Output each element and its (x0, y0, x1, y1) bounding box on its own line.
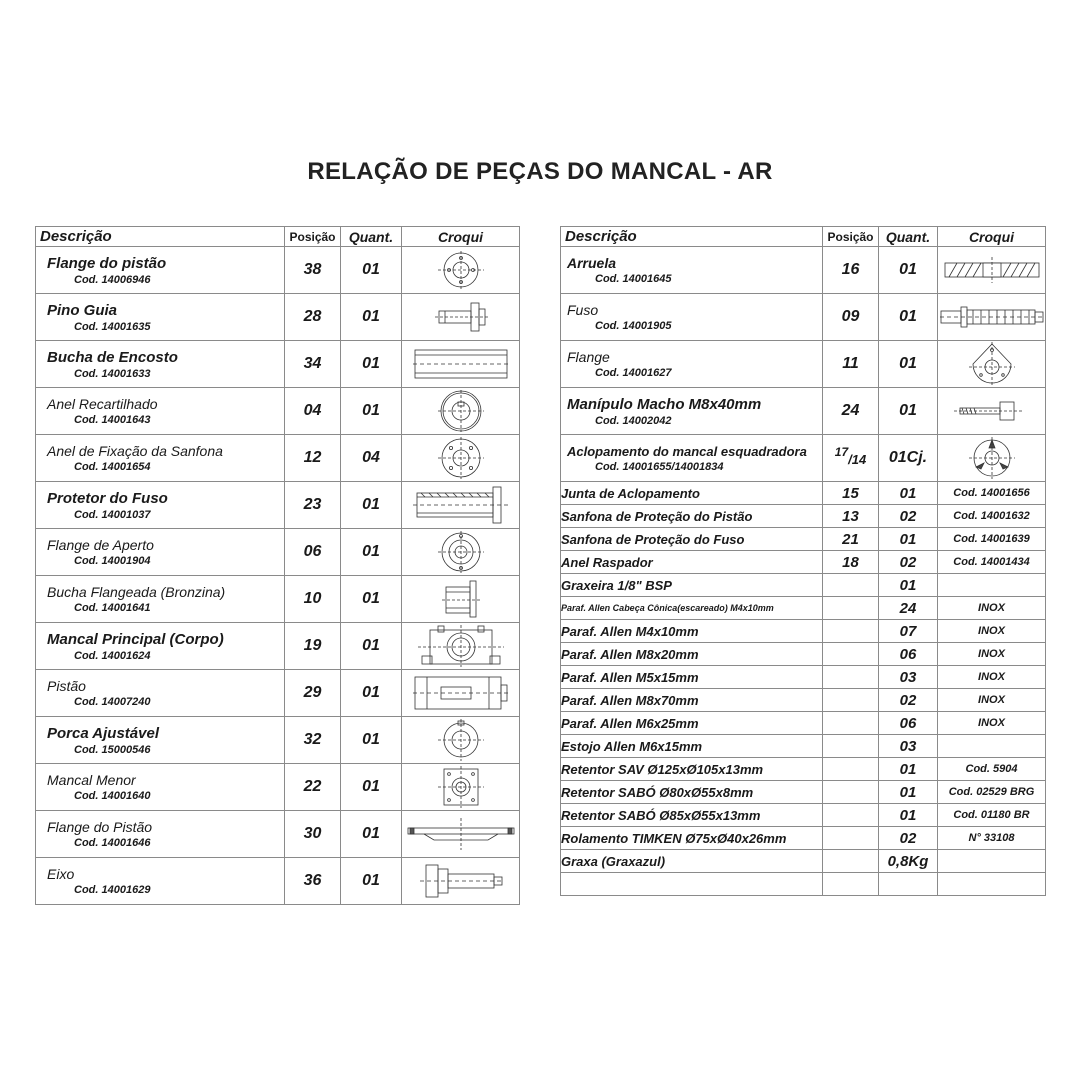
part-quantity: 06 (879, 643, 938, 666)
part-name: Bucha de Encosto (47, 348, 178, 366)
handle-icon (952, 396, 1032, 426)
part-code: Cod. 14001635 (74, 320, 151, 333)
table-row (561, 482, 1046, 505)
part-sketch (402, 811, 520, 858)
part-position: 32 (285, 717, 341, 764)
part-name: Estojo Allen M6x15mm (561, 735, 823, 758)
small-bearing-icon (436, 765, 486, 809)
part-name: Retentor SABÓ Ø85xØ55x13mm (561, 804, 823, 827)
table-row (561, 388, 1046, 435)
part-name: Paraf. Allen Cabeça Cônica(escareado) M4x10mm (561, 597, 823, 620)
header-description: Descrição (36, 227, 285, 247)
header-sketch: Croqui (938, 227, 1046, 247)
part-quantity: 01 (879, 804, 938, 827)
part-position (823, 620, 879, 643)
bushing-tube-icon (411, 344, 511, 384)
part-sketch (402, 764, 520, 811)
table-row (36, 294, 520, 341)
parts-table-right (560, 226, 1046, 896)
part-quantity: 01 (879, 294, 938, 341)
part-sketch (402, 341, 520, 388)
part-code: Cod. 14001905 (595, 320, 672, 332)
part-reference (938, 574, 1046, 597)
header-position: Posição (285, 227, 341, 247)
part-code: Cod. 14001624 (74, 649, 151, 662)
part-sketch (402, 435, 520, 482)
part-name: Porca Ajustável (47, 724, 159, 742)
part-sketch (938, 247, 1046, 294)
part-description (36, 482, 285, 529)
part-quantity: 01 (879, 388, 938, 435)
part-description (561, 388, 823, 435)
part-position: 21 (823, 528, 879, 551)
part-position: 06 (285, 529, 341, 576)
part-reference: INOX (938, 666, 1046, 689)
part-quantity: 0,8Kg (879, 850, 938, 873)
table-row (561, 758, 1046, 781)
part-name: Pistão (47, 678, 86, 694)
table-header-row (36, 227, 520, 247)
part-description (561, 247, 823, 294)
part-reference: Cod. 14001639 (938, 528, 1046, 551)
part-position: 34 (285, 341, 341, 388)
table-row (36, 341, 520, 388)
part-description (36, 294, 285, 341)
part-description (36, 435, 285, 482)
part-position (823, 712, 879, 735)
part-quantity: 03 (879, 666, 938, 689)
part-sketch (402, 623, 520, 670)
flanged-bushing-icon (436, 577, 486, 621)
table-row (561, 247, 1046, 294)
table-row (36, 623, 520, 670)
part-position: 09 (823, 294, 879, 341)
part-name: Flange do pistão (47, 254, 167, 272)
header-quantity: Quant. (879, 227, 938, 247)
part-position (823, 666, 879, 689)
part-reference: Cod. 14001632 (938, 505, 1046, 528)
part-name (561, 873, 823, 896)
fixing-ring-icon (436, 436, 486, 480)
part-quantity: 01 (879, 758, 938, 781)
part-position: 11 (823, 341, 879, 388)
part-quantity: 01 (341, 858, 402, 905)
part-name: Bucha Flangeada (Bronzina) (47, 584, 226, 600)
piston-flange-icon (404, 814, 518, 854)
part-quantity: 02 (879, 827, 938, 850)
part-description (36, 623, 285, 670)
part-quantity: 01 (879, 341, 938, 388)
part-reference (938, 735, 1046, 758)
table-row (561, 781, 1046, 804)
part-reference (938, 873, 1046, 896)
part-description (36, 858, 285, 905)
table-row (36, 858, 520, 905)
part-position: 36 (285, 858, 341, 905)
part-position: 22 (285, 764, 341, 811)
part-reference: INOX (938, 620, 1046, 643)
part-name: Sanfona de Proteção do Fuso (561, 528, 823, 551)
part-reference: INOX (938, 597, 1046, 620)
part-quantity: 01 (341, 623, 402, 670)
part-position: 04 (285, 388, 341, 435)
position-slash: / (848, 451, 852, 467)
part-sketch (938, 435, 1046, 482)
part-position (823, 689, 879, 712)
table-row (561, 341, 1046, 388)
piston-icon (411, 671, 511, 715)
table-row (561, 666, 1046, 689)
table-row (36, 388, 520, 435)
part-name: Flange do Pistão (47, 819, 153, 835)
part-code: Cod. 14001627 (595, 367, 672, 379)
part-position: 29 (285, 670, 341, 717)
part-code: Cod. 14006946 (74, 273, 151, 286)
table-row (561, 804, 1046, 827)
part-sketch (938, 341, 1046, 388)
part-position (823, 435, 879, 482)
part-code: Cod. 14001633 (74, 367, 151, 380)
table-row (561, 294, 1046, 341)
part-code: Cod. 14001645 (595, 273, 672, 285)
part-name: Graxeira 1/8" BSP (561, 574, 823, 597)
part-name: Mancal Principal (Corpo) (47, 630, 224, 648)
part-position: 15 (823, 482, 879, 505)
part-quantity: 01 (341, 482, 402, 529)
part-position (823, 574, 879, 597)
table-row (36, 764, 520, 811)
part-position (823, 597, 879, 620)
knurled-ring-icon (436, 389, 486, 433)
table-row (561, 827, 1046, 850)
part-quantity: 01 (879, 781, 938, 804)
part-name: Anel Recartilhado (47, 396, 158, 412)
part-description (36, 247, 285, 294)
part-quantity: 01 (879, 482, 938, 505)
part-name: Anel Raspador (561, 551, 823, 574)
table-row (561, 528, 1046, 551)
part-position (823, 758, 879, 781)
position-fraction (834, 445, 867, 467)
part-quantity: 01 (341, 247, 402, 294)
part-description (36, 388, 285, 435)
part-position: 13 (823, 505, 879, 528)
part-name: Paraf. Allen M6x25mm (561, 712, 823, 735)
table-row (561, 620, 1046, 643)
part-name: Arruela (567, 255, 617, 271)
part-position: 23 (285, 482, 341, 529)
part-name: Aclopamento do mancal esquadradora (567, 443, 807, 459)
part-name: Paraf. Allen M5x15mm (561, 666, 823, 689)
part-position: 10 (285, 576, 341, 623)
table-row (36, 576, 520, 623)
washer-icon (941, 255, 1043, 285)
part-quantity: 01 (341, 811, 402, 858)
part-position: 19 (285, 623, 341, 670)
part-sketch (938, 388, 1046, 435)
part-quantity: 02 (879, 551, 938, 574)
part-code: Cod. 14001643 (74, 414, 151, 426)
guide-pin-icon (431, 297, 491, 337)
table-row (561, 735, 1046, 758)
part-sketch (402, 576, 520, 623)
part-quantity: 01 (341, 294, 402, 341)
part-code: Cod. 14001904 (74, 555, 151, 567)
part-description (36, 341, 285, 388)
part-quantity: 01 (341, 341, 402, 388)
part-sketch (402, 529, 520, 576)
part-reference: N° 33108 (938, 827, 1046, 850)
coupling-icon (967, 436, 1017, 480)
part-quantity: 01 (879, 247, 938, 294)
part-position (823, 827, 879, 850)
position-numerator: 17 (834, 445, 849, 460)
flange-icon (967, 341, 1017, 387)
part-reference: INOX (938, 712, 1046, 735)
part-code: Cod. 14007240 (74, 696, 151, 708)
part-name: Rolamento TIMKEN Ø75xØ40x26mm (561, 827, 823, 850)
part-position: 16 (823, 247, 879, 294)
part-position: 30 (285, 811, 341, 858)
part-name: Protetor do Fuso (47, 489, 168, 507)
part-sketch (938, 294, 1046, 341)
table-row (561, 551, 1046, 574)
part-quantity: 01 (341, 670, 402, 717)
part-code: Cod. 14002042 (595, 414, 672, 427)
part-sketch (402, 717, 520, 764)
table-row (561, 712, 1046, 735)
table-row (36, 435, 520, 482)
part-sketch (402, 247, 520, 294)
part-name: Manípulo Macho M8x40mm (567, 395, 762, 413)
header-position: Posição (823, 227, 879, 247)
part-name: Fuso (567, 302, 599, 318)
part-name: Retentor SAV Ø125xØ105x13mm (561, 758, 823, 781)
part-quantity: 24 (879, 597, 938, 620)
part-reference (938, 850, 1046, 873)
part-sketch (402, 858, 520, 905)
table-row (36, 529, 520, 576)
part-name: Pino Guia (47, 301, 118, 319)
part-name: Graxa (Graxazul) (561, 850, 823, 873)
part-code: Cod. 14001037 (74, 508, 151, 521)
part-code: Cod. 14001640 (74, 790, 151, 802)
page-title: RELAÇÃO DE PEÇAS DO MANCAL - AR (307, 158, 773, 185)
part-position (823, 735, 879, 758)
part-code: Cod. 14001646 (74, 837, 151, 849)
part-sketch (402, 670, 520, 717)
part-position: 12 (285, 435, 341, 482)
part-name: Paraf. Allen M4x10mm (561, 620, 823, 643)
part-reference: Cod. 5904 (938, 758, 1046, 781)
part-description (561, 341, 823, 388)
part-name: Sanfona de Proteção do Pistão (561, 505, 823, 528)
part-quantity: 01 (879, 528, 938, 551)
part-quantity: 01 (341, 576, 402, 623)
shaft-icon (416, 859, 506, 903)
part-code: Cod. 14001641 (74, 602, 151, 614)
part-name: Flange de Aperto (47, 537, 154, 553)
part-position: 24 (823, 388, 879, 435)
flange-disc-icon (436, 250, 486, 290)
part-code: Cod. 14001655/14001834 (595, 460, 724, 473)
parts-table-left (35, 226, 520, 905)
part-position (823, 850, 879, 873)
part-sketch (402, 482, 520, 529)
part-quantity: 03 (879, 735, 938, 758)
part-description (36, 670, 285, 717)
part-quantity: 01 (879, 574, 938, 597)
table-row (36, 482, 520, 529)
part-position (823, 643, 879, 666)
table-row (561, 850, 1046, 873)
table-row (561, 597, 1046, 620)
part-reference: Cod. 01180 BR (938, 804, 1046, 827)
part-description (36, 764, 285, 811)
part-reference: Cod. 14001434 (938, 551, 1046, 574)
part-description (36, 717, 285, 764)
adjustable-nut-icon (436, 718, 486, 762)
clamping-flange-icon (436, 530, 486, 574)
part-description (36, 576, 285, 623)
table-row (561, 643, 1046, 666)
part-quantity: 02 (879, 689, 938, 712)
table-row (561, 574, 1046, 597)
part-sketch (402, 388, 520, 435)
table-row (561, 689, 1046, 712)
spindle-protector-icon (411, 483, 511, 527)
part-description (561, 294, 823, 341)
part-position: 18 (823, 551, 879, 574)
header-description: Descrição (561, 227, 823, 247)
table-header-row (561, 227, 1046, 247)
part-quantity: 01 (341, 717, 402, 764)
part-position (823, 873, 879, 896)
part-name: Eixo (47, 866, 75, 882)
part-name: Retentor SABÓ Ø80xØ55x8mm (561, 781, 823, 804)
part-position: 38 (285, 247, 341, 294)
part-description (561, 435, 823, 482)
part-reference: Cod. 14001656 (938, 482, 1046, 505)
part-code: Cod. 14001654 (74, 461, 151, 473)
part-quantity: 06 (879, 712, 938, 735)
part-sketch (402, 294, 520, 341)
bearing-body-icon (416, 624, 506, 668)
part-description (36, 811, 285, 858)
header-quantity: Quant. (341, 227, 402, 247)
part-name: Mancal Menor (47, 772, 136, 788)
table-row (36, 670, 520, 717)
part-position (823, 781, 879, 804)
part-name: Paraf. Allen M8x20mm (561, 643, 823, 666)
part-name: Junta de Aclopamento (561, 482, 823, 505)
part-reference: INOX (938, 689, 1046, 712)
part-code: Cod. 14001629 (74, 884, 151, 896)
position-denominator: 14 (851, 451, 867, 467)
part-position: 28 (285, 294, 341, 341)
part-name: Paraf. Allen M8x70mm (561, 689, 823, 712)
part-description (36, 529, 285, 576)
part-name: Anel de Fixação da Sanfona (47, 443, 223, 459)
part-quantity: 01 (341, 764, 402, 811)
header-sketch: Croqui (402, 227, 520, 247)
part-quantity: 01 (341, 388, 402, 435)
part-quantity (879, 873, 938, 896)
table-row (561, 435, 1046, 482)
part-code: Cod. 15000546 (74, 743, 151, 756)
table-row (36, 247, 520, 294)
part-reference: INOX (938, 643, 1046, 666)
spindle-icon (939, 301, 1045, 333)
part-position (823, 804, 879, 827)
table-row (561, 873, 1046, 896)
part-quantity: 01Cj. (879, 435, 938, 482)
part-quantity: 04 (341, 435, 402, 482)
table-row (561, 505, 1046, 528)
part-quantity: 01 (341, 529, 402, 576)
part-reference: Cod. 02529 BRG (938, 781, 1046, 804)
part-quantity: 07 (879, 620, 938, 643)
part-quantity: 02 (879, 505, 938, 528)
table-row (36, 811, 520, 858)
part-name: Flange (567, 349, 610, 365)
table-row (36, 717, 520, 764)
